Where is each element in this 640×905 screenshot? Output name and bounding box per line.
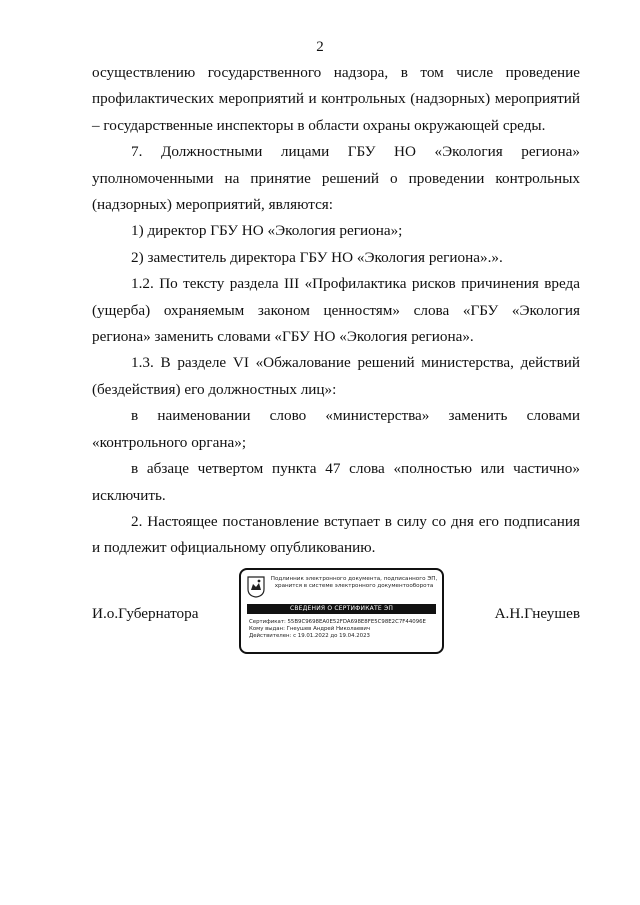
stamp-header [269,576,439,590]
stamp-details [249,619,439,640]
paragraph-list-item-2: 2) заместитель директора ГБУ НО «Экология региона».». [131,248,503,266]
stamp-issued-to: Кому выдан: Гнеушев Андрей Николаевич [249,626,371,632]
signatory-name: А.Н.Гнеушев [494,605,580,622]
page-number: 2 [316,39,324,55]
coat-of-arms-icon [247,576,265,598]
stamp-header-line-2: хранится в системе электронного документооборота [274,583,434,589]
paragraph-1-3: 1.3. В разделе VI «Обжалование решений министерства, действий (бездействия) его должностных лиц»: [92,354,580,398]
paragraph-1-2: 1.2. По тексту раздела III «Профилактика рисков причинения вреда (ущерба) охраняемым законом ценностям» слова «ГБУ «Экология региона» заменить словами «ГБУ НО «Экология региона». [92,275,580,346]
signatory-position: И.о.Губернатора [92,605,199,622]
paragraph-effective: 2. Настоящее постановление вступает в силу со дня его подписания и подлежит официальному опубликованию. [92,512,580,557]
paragraph-list-item-1: 1) директор ГБУ НО «Экология региона»; [131,222,403,240]
stamp-title: СВЕДЕНИЯ О СЕРТИФИКАТЕ ЭП [247,604,436,614]
stamp-validity: Действителен: с 19.01.2022 до 19.04.2023 [249,633,370,639]
signature-block [92,568,580,656]
paragraph-item-47: в абзаце четвертом пункта 47 слова «полностью или частично» исключить. [92,460,580,504]
stamp-certificate: Сертификат: 55B9C9698EA0E52FDA698E8FE5C98E2C7F44096E [249,619,426,625]
stamp-header-line-1: Подлинник электронного документа, подписанного ЭП, [270,576,438,582]
paragraph-heading-change: в наименовании слово «министерства» заменить словами «контрольного органа»; [92,407,580,451]
document-body [92,60,580,562]
paragraph-continuation: осуществлению государственного надзора, в том числе проведение профилактических мероприятий и контрольных (надзорных) мероприятий – государственные инспекторы в области охраны окружающей среды. [92,64,580,134]
electronic-signature-stamp [239,568,444,654]
paragraph-officials: 7. Должностными лицами ГБУ НО «Экология региона» уполномоченными на принятие решений о проведении контрольных (надзорных) мероприятий, являются: [92,143,580,214]
